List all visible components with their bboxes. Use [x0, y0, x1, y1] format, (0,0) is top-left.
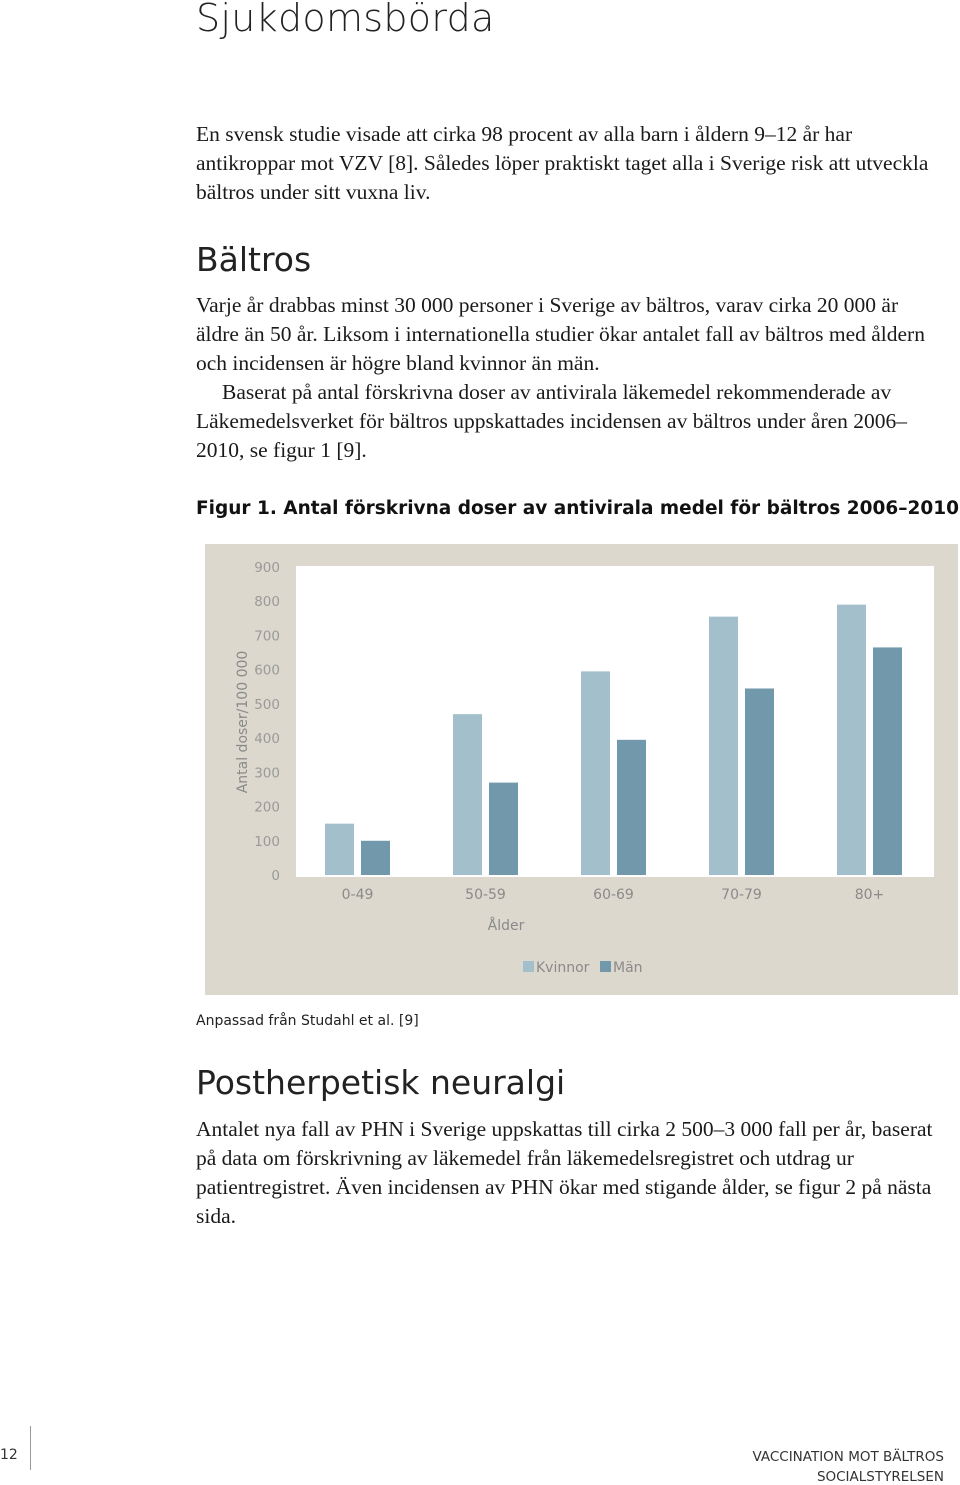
bar-kvinnor-80plus: [837, 605, 866, 875]
y-tick-label: 400: [254, 731, 280, 748]
figure-1-chart: [205, 544, 958, 995]
x-tick-label: 70-79: [721, 887, 762, 903]
bar-chart-svg: [205, 544, 958, 995]
page-title: Sjukdomsbörda: [196, 0, 495, 40]
x-tick-label: 60-69: [593, 887, 634, 903]
section-heading-baltros: Bältros: [196, 240, 312, 279]
chart-legend: [523, 960, 643, 976]
y-tick-label: 600: [254, 662, 280, 679]
legend-swatch-mn: [600, 961, 611, 972]
y-tick-label: 200: [254, 799, 280, 816]
section-heading-phn: Postherpetisk neuralgi: [196, 1063, 566, 1102]
bar-mn-70-79: [745, 688, 774, 875]
legend-label: Kvinnor: [536, 960, 590, 976]
x-tick-label: 50-59: [465, 887, 506, 903]
figure-caption: Figur 1. Antal förskrivna doser av antivirala medel för bältros 2006–2010: [196, 498, 960, 519]
bar-kvinnor-60-69: [581, 671, 610, 875]
footer-publisher: SOCIALSTYRELSEN: [816, 1469, 944, 1485]
legend-swatch-kvinnor: [523, 961, 534, 972]
legend-label: Män: [613, 960, 643, 976]
bar-kvinnor-50-59: [453, 714, 482, 875]
bar-kvinnor-0-49: [325, 824, 354, 875]
y-tick-label: 900: [254, 560, 280, 576]
bar-mn-80plus: [873, 647, 902, 875]
bar-mn-0-49: [361, 841, 390, 875]
figure-source: Anpassad från Studahl et al. [9]: [196, 1013, 419, 1029]
intro-paragraph: En svensk studie visade att cirka 98 procent av alla barn i åldern 9–12 år har antikroppar mot VZV [8]. Således löper praktiskt taget alla i Sverige risk att utveckla bältros under sitt vuxna liv.: [196, 122, 929, 204]
baltros-paragraph-2-text: Baserat på antal förskrivna doser av antivirala läkemedel rekommenderade av Läkemedelsverket för bältros uppskattades incidensen av bältros under åren 2006–2010, se figur 1 [9].: [196, 380, 908, 462]
y-tick-label: 0: [271, 868, 280, 884]
phn-paragraph: Antalet nya fall av PHN i Sverige uppskattas till cirka 2 500–3 000 fall per år, baserat på data om förskrivning av läkemedel från läkemedelsregistret och utdrag ur patientregistret. Även incidensen av PHN ökar med stigande ålder, se figur 2 på nästa sida.: [196, 1117, 933, 1228]
y-tick-label: 800: [254, 594, 280, 611]
x-tick-label: 0-49: [341, 887, 374, 903]
y-tick-label: 500: [254, 696, 280, 713]
bar-kvinnor-70-79: [709, 617, 738, 875]
bar-mn-60-69: [617, 740, 646, 875]
page-number: 12: [0, 1447, 18, 1463]
baltros-paragraph-2: [196, 378, 946, 465]
y-axis-label: Antal doser/100 000: [235, 650, 251, 794]
y-tick-label: 100: [254, 833, 280, 850]
footer-divider: [30, 1426, 31, 1470]
footer-doc-title: VACCINATION MOT BÄLTROS: [752, 1449, 944, 1465]
baltros-paragraph-1: Varje år drabbas minst 30 000 personer i Sverige av bältros, varav cirka 20 000 är äldre än 50 år. Liksom i internationella studier ökar antalet fall av bältros med åldern och incidensen är högre bland kvinnor än män.: [196, 293, 925, 375]
x-axis-label: Ålder: [487, 918, 525, 934]
y-tick-label: 300: [254, 765, 280, 782]
x-tick-label: 80+: [854, 887, 885, 903]
bar-mn-50-59: [489, 783, 518, 875]
y-tick-label: 700: [254, 628, 280, 645]
